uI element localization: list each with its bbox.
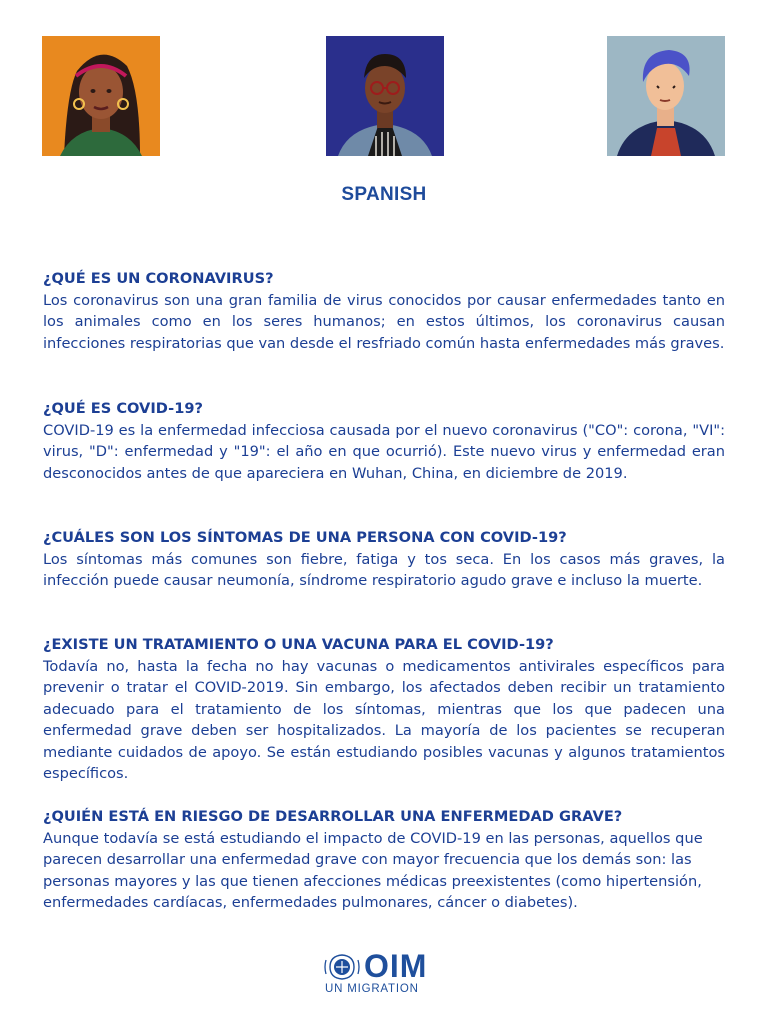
logo-name: OIM [364,948,428,984]
faq-answer: COVID-19 es la enfermedad infecciosa causada por el nuevo coronavirus ("CO": corona, "VI": virus, "D": enfermedad y "19": el año en que ocurrió). Este nuevo virus y enfermedad eran desconocidos antes de que apareciera en Wuhan, China, en diciembre de 2019. [43,421,725,482]
faq-answer: Todavía no, hasta la fecha no hay vacunas o medicamentos antivirales específicos para prevenir o tratar el COVID-2019. Sin embargo, los afectados deben recibir un tratamiento adecuado para el tratamiento de los síntomas, mientras que los que padecen una enfermedad grave deben ser hospitalizados. La mayoría de los pacientes se recuperan mediante cuidados de apoyo. Se están estudiando posibles vacunas y algunos tratamientos específicos. [43,657,725,782]
language-heading: SPANISH [341,184,427,205]
un-migration-emblem-icon [324,952,360,982]
faq-question: ¿QUÉ ES UN CORONAVIRUS? [43,270,274,287]
logo-subtitle: UN MIGRATION [325,983,419,995]
faq-question: ¿QUIÉN ESTÁ EN RIESGO DE DESARROLLAR UNA ENFERMEDAD GRAVE? [43,808,623,825]
woman-portrait-icon [42,36,160,156]
faq-section-risk [43,806,725,914]
faq-question: ¿CUÁLES SON LOS SÍNTOMAS DE UNA PERSONA CON COVID-19? [43,529,567,546]
faq-question: ¿EXISTE UN TRATAMIENTO O UNA VACUNA PARA EL COVID-19? [43,636,554,653]
faq-section-treatment [43,634,725,785]
person-blue-hair-portrait-icon [607,36,725,156]
man-glasses-portrait-icon [326,36,444,156]
faq-answer: Los síntomas más comunes son fiebre, fatiga y tos seca. En los casos más graves, la infección puede causar neumonía, síndrome respiratorio agudo grave e incluso la muerte. [43,550,725,589]
oim-logo [324,948,444,998]
faq-question: ¿QUÉ ES COVID-19? [43,400,203,417]
faq-section-symptoms [43,527,725,592]
faq-answer: Los coronavirus son una gran familia de virus conocidos por causar enfermedades tanto en los animales como en los seres humanos; en estos últimos, los coronavirus causan infecciones respiratorias que van desde el resfriado común hasta enfermedades más graves. [43,291,725,352]
faq-section-what-is-coronavirus [43,268,725,354]
faq-section-what-is-covid19 [43,398,725,484]
faq-answer: Aunque todavía se está estudiando el impacto de COVID-19 en las personas, aquellos que parecen desarrollar una enfermedad grave con mayor frecuencia que los demás son: las personas mayores y las que tienen afecciones médicas preexistentes (como hipertensión, enfermedades cardíacas, enfermedades pulmonares, cáncer o diabetes). [43,829,703,911]
